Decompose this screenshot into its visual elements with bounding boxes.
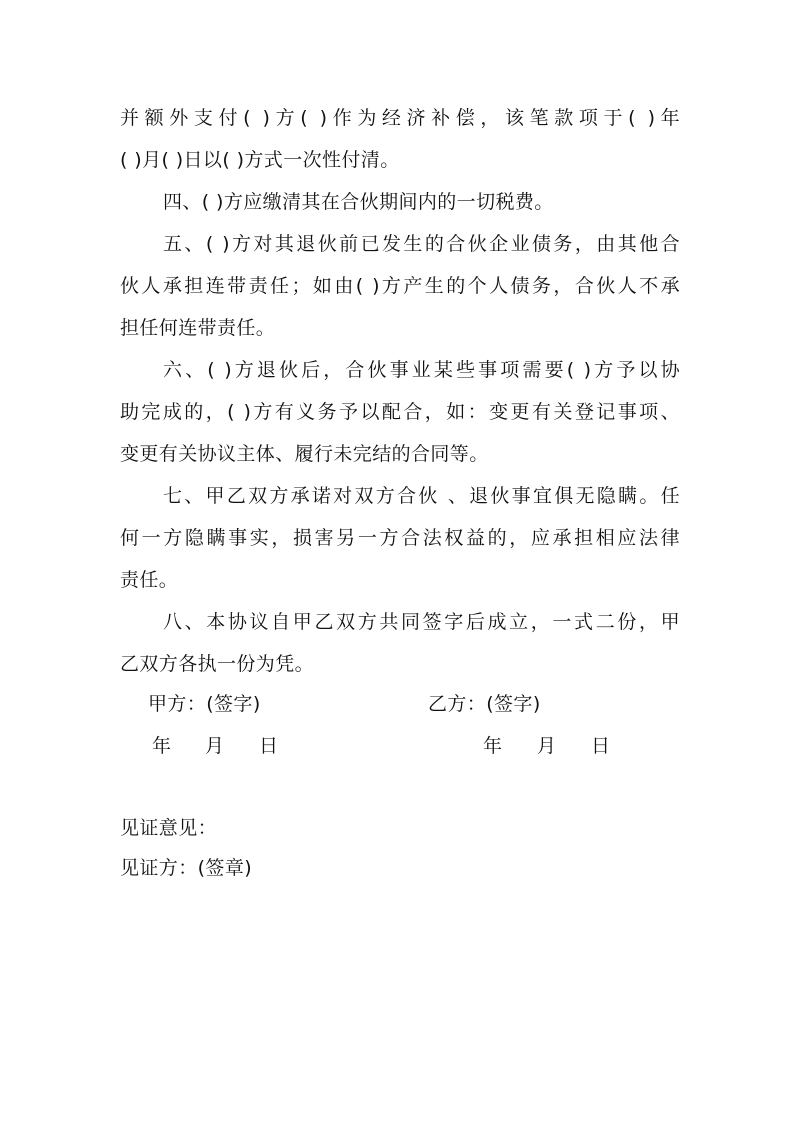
clause-four: 四、( )方应缴清其在合伙期间内的一切税费。 — [163, 191, 554, 213]
clause-six: 六、( )方退伙后，合伙事业某些事项需要( )方予以协 — [163, 359, 680, 381]
paragraph-line: 并额外支付( )方( )作为经济补偿，该笔款项于( )年 — [120, 107, 680, 129]
paragraph-line: 助完成的，( )方有义务予以配合，如：变更有关登记事项、 — [120, 401, 680, 423]
clause-eight: 八、本协议自甲乙双方共同签字后成立，一式二份，甲 — [163, 611, 680, 633]
clause-five: 五、( )方对其退伙前已发生的合伙企业债务，由其他合 — [163, 233, 680, 255]
paragraph-line: 担任何连带责任。 — [120, 317, 276, 339]
witness-opinion: 见证意见： — [120, 817, 218, 839]
party-b-signature: 乙方：(签字) — [428, 693, 541, 715]
party-b-date-year: 年 — [483, 735, 503, 757]
party-b-date-day: 日 — [591, 735, 611, 757]
paragraph-line: 责任。 — [120, 569, 179, 591]
clause-seven: 七、甲乙双方承诺对双方合伙 、退伙事宜俱无隐瞒。任 — [163, 485, 680, 507]
party-a-date-day: 日 — [259, 735, 279, 757]
party-a-signature: 甲方：(签字) — [148, 693, 261, 715]
party-a-date-year: 年 — [152, 735, 172, 757]
paragraph-line: ( )月( )日以( )方式一次性付清。 — [120, 149, 400, 171]
party-a-date-month: 月 — [205, 735, 225, 757]
paragraph-line: 伙人承担连带责任；如由( )方产生的个人债务，合伙人不承 — [120, 275, 680, 297]
paragraph-line: 变更有关协议主体、履行未完结的合同等。 — [120, 443, 489, 465]
paragraph-line: 乙双方各执一份为凭。 — [120, 653, 315, 675]
witness-party: 见证方：(签章) — [120, 857, 253, 879]
paragraph-line: 何一方隐瞒事实，损害另一方合法权益的，应承担相应法律 — [120, 527, 680, 549]
party-b-date-month: 月 — [537, 735, 557, 757]
